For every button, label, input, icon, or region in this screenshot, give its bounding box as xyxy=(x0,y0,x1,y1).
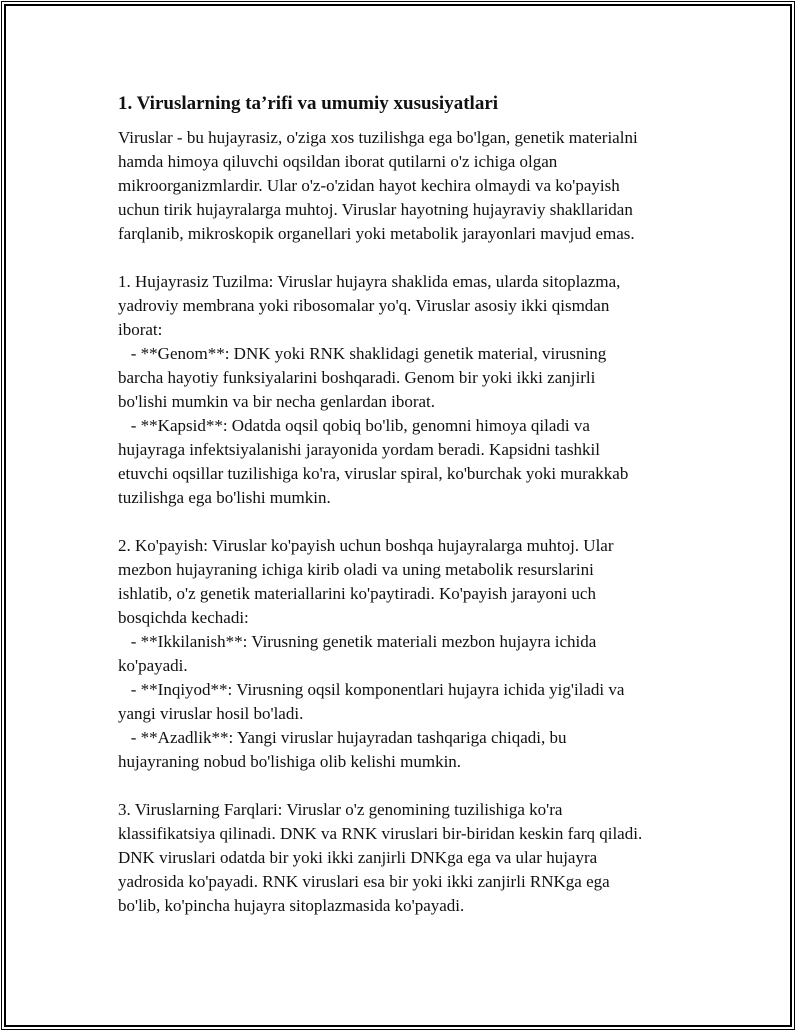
paragraph-reproduction: 2. Ko'payish: Viruslar ko'payish uchun boshqa hujayralarga muhtoj. Ular mezbon hujayraning ichiga kirib oladi va uning metabolik resurslarini ishlatib, o'z genetik materiallarini ko'paytiradi. Ko'payish jarayoni uch bosqichda kechadi: - **Ikkilanish**: Virusning genetik materiali mezbon hujayra ichida ko'payadi. - **Inqiyod**: Virusning oqsil komponentlari hujayra ichida yig'iladi va yangi viruslar hosil bo'ladi. - **Azadlik**: Yangi viruslar hujayradan tashqariga chiqadi, bu hujayraning nobud bo'lishiga olib kelishi mumkin. xyxy=(118,536,625,771)
document-body xyxy=(118,92,698,942)
document-title: 1. Viruslarning ta’rifi va umumiy xususiyatlari xyxy=(118,93,499,114)
paragraph-intro: Viruslar - bu hujayrasiz, o'ziga xos tuzilishga ega bo'lgan, genetik materialni hamda himoya qiluvchi oqsildan iborat qutilarni o'z ichiga olgan mikroorganizmlardir. Ular o'z-o'zidan hayot kechira olmaydi va ko'payish uchun tirik hujayralarga muhtoj. Viruslar hayotning hujayraviy shakllaridan farqlanib, mikroskopik organellari yoki metabolik jarayonlari mavjud emas. xyxy=(118,128,638,243)
paragraph-differences: 3. Viruslarning Farqlari: Viruslar o'z genomining tuzilishiga ko'ra klassifikatsiya qilinadi. DNK va RNK viruslari bir-biridan keskin farq qiladi. DNK viruslari odatda bir yoki ikki zanjirli DNKga ega va ular hujayra yadrosida ko'payadi. RNK viruslari esa bir yoki ikki zanjirli RNKga ega bo'lib, ko'pincha hujayra sitoplazmasida ko'payadi. xyxy=(118,800,643,915)
paragraph-structure: 1. Hujayrasiz Tuzilma: Viruslar hujayra shaklida emas, ularda sitoplazma, yadroviy membrana yoki ribosomalar yo'q. Viruslar asosiy ikki qismdan iborat: - **Genom**: DNK yoki RNK shaklidagi genetik material, virusning barcha hayotiy funksiyalarini boshqaradi. Genom bir yoki ikki zanjirli bo'lishi mumkin va bir necha genlardan iborat. - **Kapsid**: Odatda oqsil qobiq bo'lib, genomni himoya qiladi va hujayraga infektsiyalanishi jarayonida yordam beradi. Kapsidni tashkil etuvchi oqsillar tuzilishiga ko'ra, viruslar spiral, ko'burchak yoki murakkab tuzilishga ega bo'lishi mumkin. xyxy=(118,272,629,507)
